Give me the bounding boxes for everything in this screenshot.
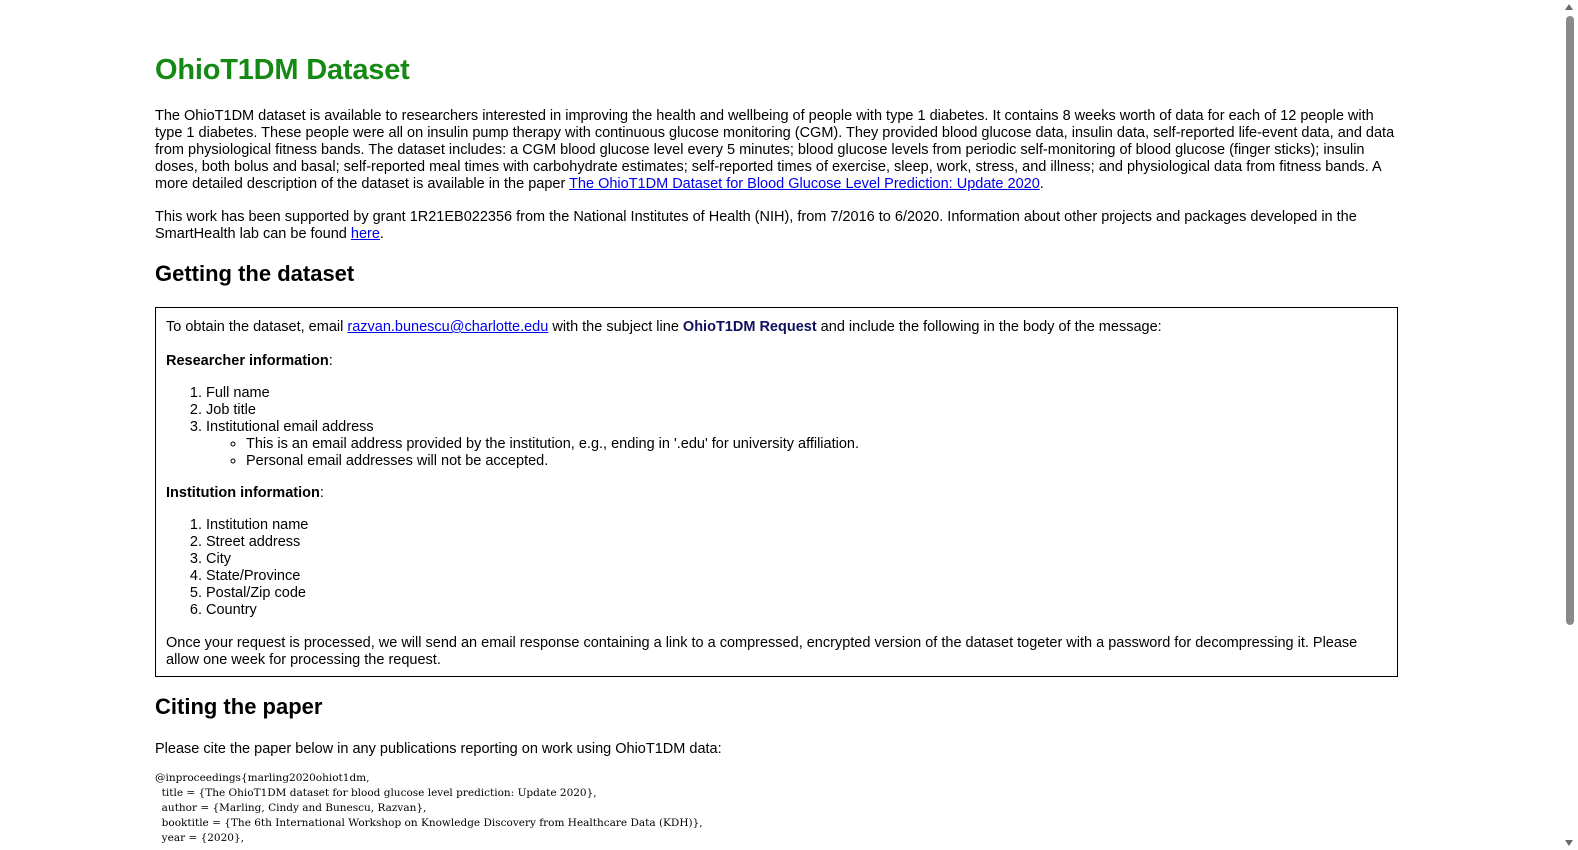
institution-colon: : [319, 485, 324, 501]
list-item: 5. Postal/Zip code [206, 585, 1386, 602]
list-item: 2. Street address [206, 534, 1386, 551]
obtain-mid: with the subject line [548, 319, 683, 335]
email-notes-list [246, 436, 1386, 470]
citing-paragraph: Please cite the paper below in any publications reporting on work using OhioT1DM data: [155, 741, 722, 757]
scroll-up-arrow-icon[interactable] [1565, 4, 1573, 10]
subject-line: OhioT1DM Request [682, 319, 817, 335]
list-item: 6. Country [206, 602, 1386, 619]
list-item: ◦ Personal email addresses will not be accepted. [246, 453, 1386, 470]
list-item: 1. Institution name [206, 517, 1386, 534]
grant-text: This work has been supported by grant 1R21EB022356 from the National Institutes of Health (NIH), from 7/2016 to 6/2020. Information about other projects and packages developed in the SmartHealth lab can be found [155, 209, 1357, 242]
bib-line: @inproceedings{marling2020ohiot1dm, [155, 772, 370, 784]
list-item-label: Institutional email address [206, 419, 374, 435]
researcher-info-heading [166, 353, 1386, 370]
page-title: OhioT1DM Dataset [155, 54, 410, 86]
institution-list [206, 517, 1386, 619]
bib-line: year = {2020}, [155, 832, 244, 844]
intro-paragraph [155, 108, 1398, 193]
researcher-list [206, 385, 1386, 470]
request-instructions-box [155, 307, 1398, 677]
list-item: 2. Job title [206, 402, 1386, 419]
bib-line: title = {The OhioT1DM dataset for blood glucose level prediction: Update 2020}, [155, 787, 597, 799]
intro-end: . [1039, 176, 1044, 192]
list-item [206, 419, 1386, 470]
smarthealth-link[interactable]: here [350, 226, 380, 242]
scroll-down-arrow-icon[interactable] [1565, 840, 1573, 846]
citing-heading: Citing the paper [155, 694, 323, 719]
obtain-post: and include the following in the body of the message: [816, 319, 1162, 335]
obtain-pre: To obtain the dataset, email [166, 319, 348, 335]
researcher-colon: : [328, 353, 333, 369]
researcher-label: Researcher information [166, 353, 329, 369]
scrollbar-thumb[interactable] [1566, 16, 1574, 625]
email-link[interactable]: razvan.bunescu@charlotte.edu [347, 319, 549, 335]
intro-text: The OhioT1DM dataset is available to researchers interested in improving the health and wellbeing of people with type 1 diabetes. It contains 8 weeks worth of data for each of 12 people with type 1 diabetes. These people were all on insulin pump therapy with continuous glucose monitoring (CGM). They provided blood glucose data, insulin data, self-reported life-event data, and data from physiological fitness bands. The dataset includes: a CGM blood glucose level every 5 minutes; blood glucose levels from periodic self-monitoring of blood glucose (finger sticks); insulin doses, both bolus and basal; self-reported meal times with carbohydrate estimates; self-reported times of exercise, sleep, work, stress, and illness; and physiological data from fitness bands. A more detailed description of the dataset is available in the paper [155, 108, 1395, 192]
grant-end: . [379, 226, 384, 242]
vertical-scrollbar[interactable] [1561, 0, 1578, 850]
institution-label: Institution information [166, 485, 320, 501]
list-item: 4. State/Province [206, 568, 1386, 585]
grant-paragraph [155, 209, 1398, 243]
list-item: 3. City [206, 551, 1386, 568]
bib-line: author = {Marling, Cindy and Bunescu, Razvan}, [155, 802, 427, 814]
list-item: 1. Full name [206, 385, 1386, 402]
paper-link[interactable]: The OhioT1DM Dataset for Blood Glucose Level Prediction: Update 2020 [569, 176, 1040, 192]
bibtex-block [155, 771, 703, 846]
researcher-list-wrap [166, 385, 1386, 470]
closing-paragraph: Once your request is processed, we will send an email response containing a link to a compressed, encrypted version of the dataset togeter with a password for decompressing it. Please allow one week for processing the request. [166, 635, 1358, 668]
obtain-paragraph [166, 319, 1386, 336]
bib-line: booktitle = {The 6th International Workshop on Knowledge Discovery from Healthcare Data (KDH)}, [155, 817, 703, 829]
getting-heading: Getting the dataset [155, 261, 355, 286]
institution-info-heading [166, 485, 1386, 502]
email-notes-wrap [206, 436, 1386, 470]
institution-list-wrap [166, 517, 1386, 619]
list-item: ◦ This is an email address provided by the institution, e.g., ending in '.edu' for university affiliation. [246, 436, 1386, 453]
